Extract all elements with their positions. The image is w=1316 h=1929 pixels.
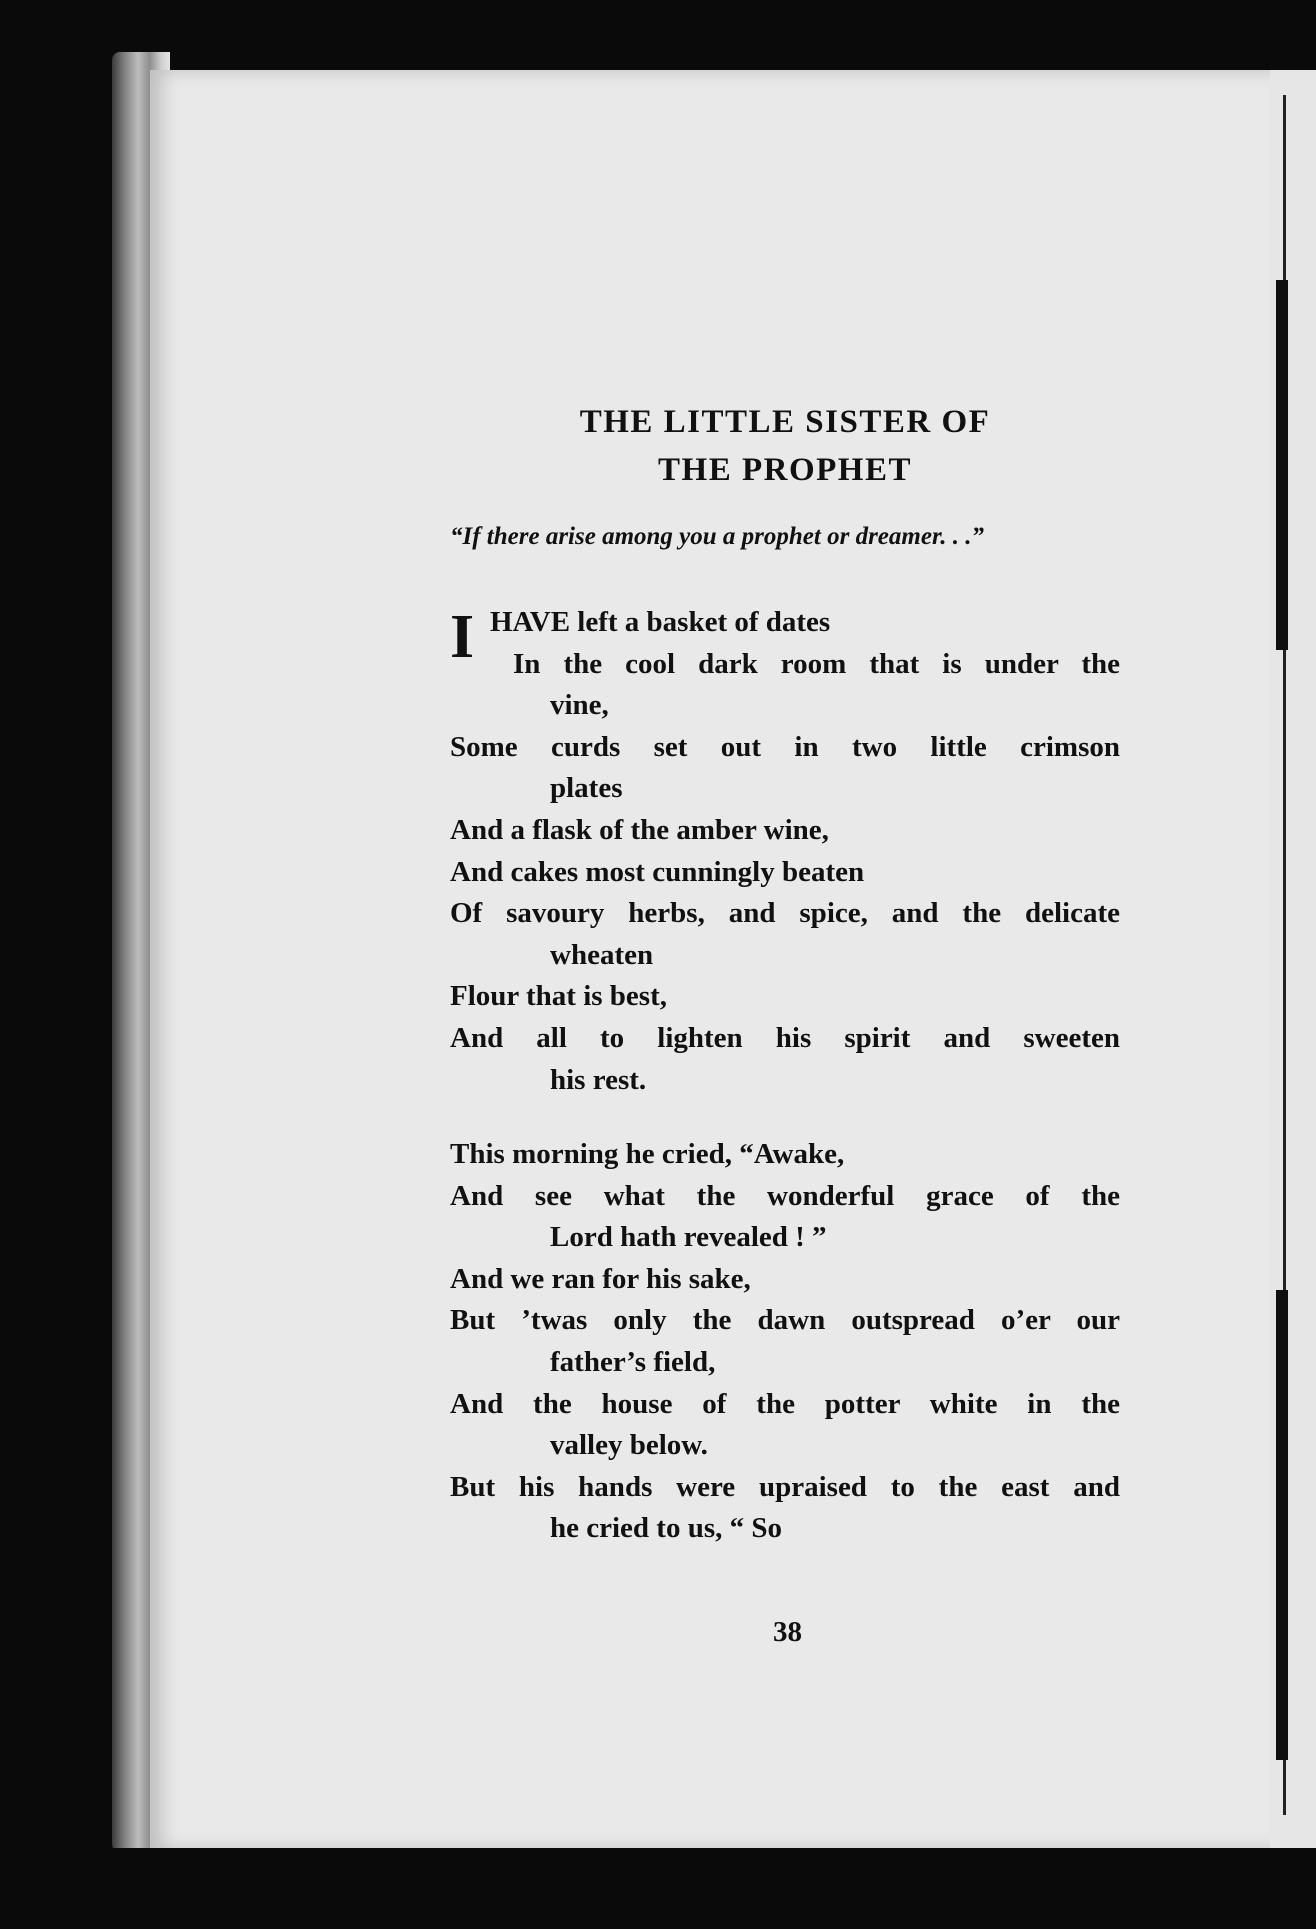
poem-line: And cakes most cunningly beaten bbox=[450, 855, 865, 888]
poem-line: HAVE left a basket of dates bbox=[490, 606, 831, 638]
poem-line: Of savoury herbs, and spice, and the delicate bbox=[450, 897, 1120, 930]
poem-line-continuation: plates bbox=[550, 772, 623, 805]
poem-line: Some curds set out in two little crimson bbox=[450, 730, 1120, 763]
poem-line-continuation: he cried to us, “ So bbox=[550, 1512, 782, 1545]
poem-line: In the cool dark room that is under the bbox=[513, 647, 1120, 680]
poem-line: And all to lighten his spirit and sweeten bbox=[450, 1021, 1120, 1054]
bottom-shadow bbox=[110, 1848, 1316, 1929]
epigraph: “If there arise among you a prophet or dreamer. . .” bbox=[450, 523, 985, 550]
stanza-2 bbox=[450, 1134, 1120, 1550]
facing-page-mark-top bbox=[1276, 280, 1288, 650]
stanza-1 bbox=[450, 602, 1120, 1101]
poem-line-continuation: vine, bbox=[550, 689, 609, 722]
poem-line-continuation: wheaten bbox=[550, 938, 654, 971]
poem-title-line-1: THE LITTLE SISTER OF bbox=[579, 404, 991, 440]
poem-line-continuation: Lord hath revealed ! ” bbox=[550, 1221, 827, 1254]
poem-line: But ’twas only the dawn outspread o’er our bbox=[450, 1304, 1120, 1337]
drop-cap: I bbox=[450, 603, 475, 671]
poem-line: This morning he cried, “Awake, bbox=[450, 1138, 845, 1170]
poem-line-continuation: valley below. bbox=[550, 1429, 708, 1462]
facing-page-mark-bottom bbox=[1276, 1290, 1288, 1760]
page-number: 38 bbox=[773, 1616, 802, 1648]
poem-title bbox=[450, 398, 1120, 494]
poem-line: And a flask of the amber wine, bbox=[450, 813, 829, 846]
poem-line: And we ran for his sake, bbox=[450, 1262, 751, 1295]
poem-line: And the house of the potter white in the bbox=[450, 1387, 1120, 1420]
poem-title-line-2: THE PROPHET bbox=[658, 452, 912, 488]
poem-line-continuation: father’s field, bbox=[550, 1345, 716, 1378]
poem-line-continuation: his rest. bbox=[550, 1063, 647, 1096]
poem-line: But his hands were upraised to the east and bbox=[450, 1470, 1120, 1503]
poem-line: And see what the wonderful grace of the bbox=[450, 1179, 1120, 1212]
poem-line: Flour that is best, bbox=[450, 980, 667, 1013]
